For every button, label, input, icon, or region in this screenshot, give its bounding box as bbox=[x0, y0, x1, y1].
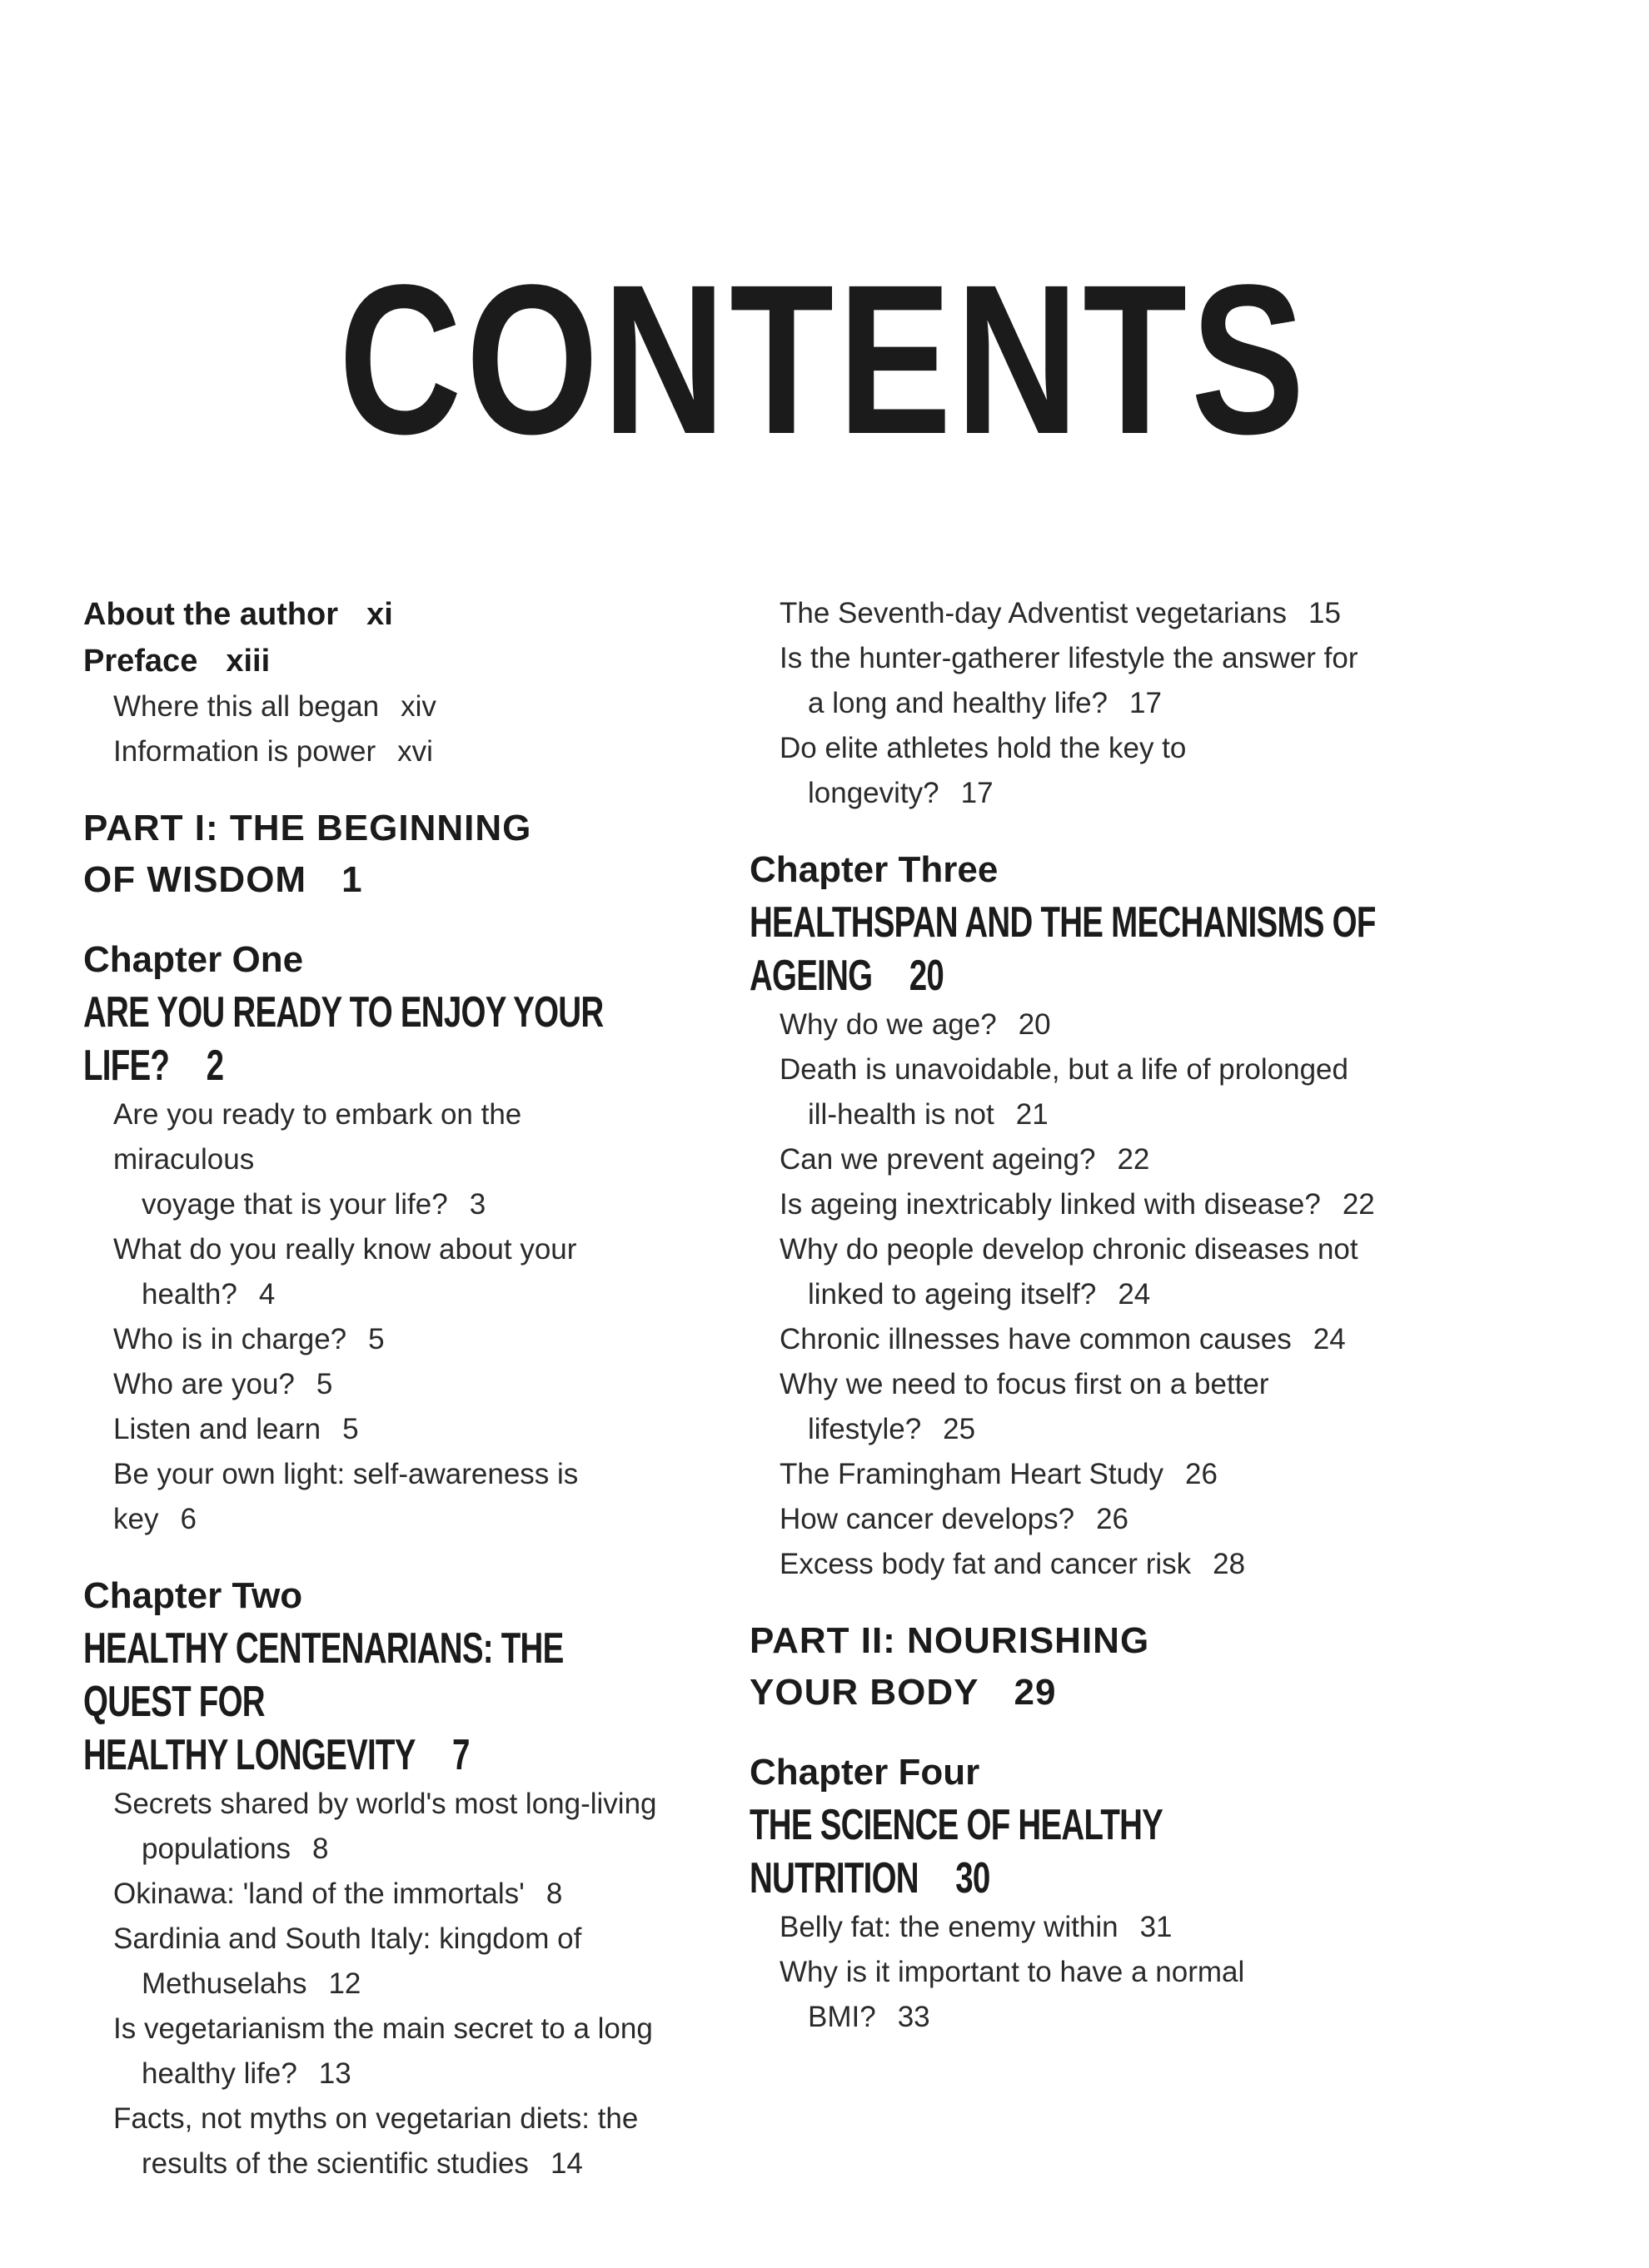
toc-subentry[interactable]: Is vegetarianism the main secret to a long bbox=[113, 2012, 653, 2045]
toc-subentry[interactable]: Listen and learn 5 bbox=[113, 1413, 359, 1445]
page-number: 7 bbox=[452, 1731, 470, 1779]
page-number: 33 bbox=[897, 2001, 930, 2033]
toc-subentry[interactable]: Excess body fat and cancer risk 28 bbox=[780, 1548, 1246, 1580]
toc-subentry[interactable]: Information is power xvi bbox=[113, 735, 433, 768]
page-number: 15 bbox=[1308, 597, 1341, 629]
page-number: 28 bbox=[1213, 1548, 1246, 1580]
chapter-title[interactable]: ARE YOU READY TO ENJOY YOUR LIFE? 2 bbox=[83, 988, 604, 1090]
page-number: 17 bbox=[960, 777, 994, 809]
page-number: 26 bbox=[1096, 1503, 1129, 1535]
toc-subentry-cont: linked to ageing itself? 24 bbox=[808, 1278, 1151, 1311]
page-number: 30 bbox=[955, 1854, 990, 1902]
page-title: CONTENTS bbox=[338, 241, 1309, 479]
page-number: 22 bbox=[1117, 1143, 1150, 1176]
toc-subentry-cont: populations 8 bbox=[142, 1833, 329, 1865]
page-number: 24 bbox=[1118, 1278, 1151, 1311]
toc-subentry[interactable]: Why do people develop chronic diseases not bbox=[780, 1233, 1358, 1266]
page-number: 20 bbox=[1018, 1008, 1051, 1041]
page-number: 22 bbox=[1342, 1188, 1375, 1221]
page-number: 14 bbox=[550, 2147, 583, 2180]
contents-left-column bbox=[83, 591, 666, 2186]
toc-subentry[interactable]: Do elite athletes hold the key to bbox=[780, 732, 1187, 764]
page-number: 31 bbox=[1139, 1911, 1173, 1943]
page-number: 25 bbox=[943, 1413, 976, 1445]
page-number: 5 bbox=[368, 1323, 385, 1355]
toc-subentry-cont: lifestyle? 25 bbox=[808, 1413, 976, 1445]
page-number: xiii bbox=[226, 644, 271, 679]
toc-subentry-cont: ill-health is not 21 bbox=[808, 1098, 1049, 1131]
page-number: xiv bbox=[401, 690, 436, 723]
toc-subentry-cont: BMI? 33 bbox=[808, 2001, 930, 2033]
page-number: 4 bbox=[258, 1278, 276, 1311]
page-number: 24 bbox=[1313, 1323, 1346, 1355]
page-number: 1 bbox=[341, 859, 363, 900]
toc-subentry[interactable]: Why we need to focus first on a better bbox=[780, 1368, 1269, 1400]
toc-subentry[interactable]: Be your own light: self-awareness is key 6 bbox=[113, 1458, 579, 1535]
toc-subentry[interactable]: Death is unavoidable, but a life of prolonged bbox=[780, 1053, 1348, 1086]
page-number: 13 bbox=[318, 2057, 351, 2090]
toc-subentry[interactable]: Is ageing inextricably linked with disease? 22 bbox=[780, 1188, 1375, 1221]
chapter-label: Chapter Three bbox=[750, 849, 999, 890]
page-number: 26 bbox=[1185, 1458, 1218, 1490]
toc-subentry-cont: Methuselahs 12 bbox=[142, 1967, 361, 2000]
toc-subentry[interactable]: Who is in charge? 5 bbox=[113, 1323, 385, 1355]
toc-subentry[interactable]: The Framingham Heart Study 26 bbox=[780, 1458, 1218, 1490]
page-number: 21 bbox=[1015, 1098, 1049, 1131]
toc-subentry[interactable]: How cancer develops? 26 bbox=[780, 1503, 1129, 1535]
page-number: xvi bbox=[397, 735, 433, 768]
chapter-title[interactable]: HEALTHY CENTENARIANS: THE QUEST FOR HEALTHY LONGEVITY 7 bbox=[83, 1624, 564, 1779]
toc-part-2[interactable]: PART II: NOURISHING YOUR BODY 29 bbox=[750, 1620, 1150, 1713]
chapter-label: Chapter One bbox=[83, 939, 304, 980]
toc-subentry-cont: a long and healthy life? 17 bbox=[808, 687, 1162, 719]
page-number: 8 bbox=[312, 1833, 329, 1865]
toc-subentry[interactable]: Are you ready to embark on the miraculous bbox=[113, 1098, 522, 1176]
toc-subentry-cont: healthy life? 13 bbox=[142, 2057, 351, 2090]
page-number: 5 bbox=[316, 1368, 333, 1400]
page-number: 3 bbox=[469, 1188, 486, 1221]
page-number: 20 bbox=[909, 952, 944, 1000]
page-number: 29 bbox=[1014, 1672, 1057, 1713]
toc-entry-preface[interactable] bbox=[83, 638, 666, 684]
page-number: 6 bbox=[180, 1503, 197, 1535]
toc-subentry[interactable]: Okinawa: 'land of the immortals' 8 bbox=[113, 1878, 563, 1910]
toc-subentry[interactable]: Secrets shared by world's most long-living bbox=[113, 1788, 657, 1820]
contents-right-column bbox=[750, 591, 1382, 2040]
entry-label: About the author bbox=[83, 597, 339, 632]
page-number: 8 bbox=[546, 1878, 563, 1910]
toc-part-1[interactable]: PART I: THE BEGINNING OF WISDOM 1 bbox=[83, 808, 532, 900]
entry-label: Preface bbox=[83, 644, 198, 679]
page-number: 17 bbox=[1129, 687, 1162, 719]
toc-subentry[interactable]: Why is it important to have a normal bbox=[780, 1956, 1245, 1988]
toc-subentry[interactable]: Sardinia and South Italy: kingdom of bbox=[113, 1922, 582, 1955]
toc-subentry[interactable]: Can we prevent ageing? 22 bbox=[780, 1143, 1150, 1176]
toc-subentry[interactable]: The Seventh-day Adventist vegetarians 15 bbox=[780, 597, 1341, 629]
toc-subentry[interactable]: Is the hunter-gatherer lifestyle the answer for bbox=[780, 642, 1358, 674]
chapter-title[interactable]: THE SCIENCE OF HEALTHY NUTRITION 30 bbox=[750, 1801, 1163, 1902]
toc-subentry-cont: voyage that is your life? 3 bbox=[142, 1188, 486, 1221]
chapter-label: Chapter Two bbox=[83, 1575, 303, 1616]
toc-subentry-cont: results of the scientific studies 14 bbox=[142, 2147, 583, 2180]
toc-subentry-cont: health? 4 bbox=[142, 1278, 276, 1311]
toc-entry-about-author[interactable] bbox=[83, 591, 666, 638]
toc-subentry[interactable]: Who are you? 5 bbox=[113, 1368, 333, 1400]
toc-subentry[interactable]: What do you really know about your bbox=[113, 1233, 577, 1266]
page-number: 12 bbox=[328, 1967, 361, 2000]
toc-subentry[interactable]: Chronic illnesses have common causes 24 bbox=[780, 1323, 1346, 1355]
toc-subentry[interactable]: Facts, not myths on vegetarian diets: the bbox=[113, 2102, 639, 2135]
page-number: xi bbox=[366, 597, 393, 632]
page-number: 2 bbox=[206, 1042, 224, 1090]
page-number: 5 bbox=[342, 1413, 359, 1445]
toc-subentry[interactable]: Where this all began xiv bbox=[113, 690, 436, 723]
toc-subentry-cont: longevity? 17 bbox=[808, 777, 994, 809]
toc-subentry[interactable]: Why do we age? 20 bbox=[780, 1008, 1051, 1041]
toc-subentry[interactable]: Belly fat: the enemy within 31 bbox=[780, 1911, 1173, 1943]
chapter-label: Chapter Four bbox=[750, 1752, 980, 1793]
chapter-title[interactable]: HEALTHSPAN AND THE MECHANISMS OF AGEING 20 bbox=[750, 898, 1376, 1000]
